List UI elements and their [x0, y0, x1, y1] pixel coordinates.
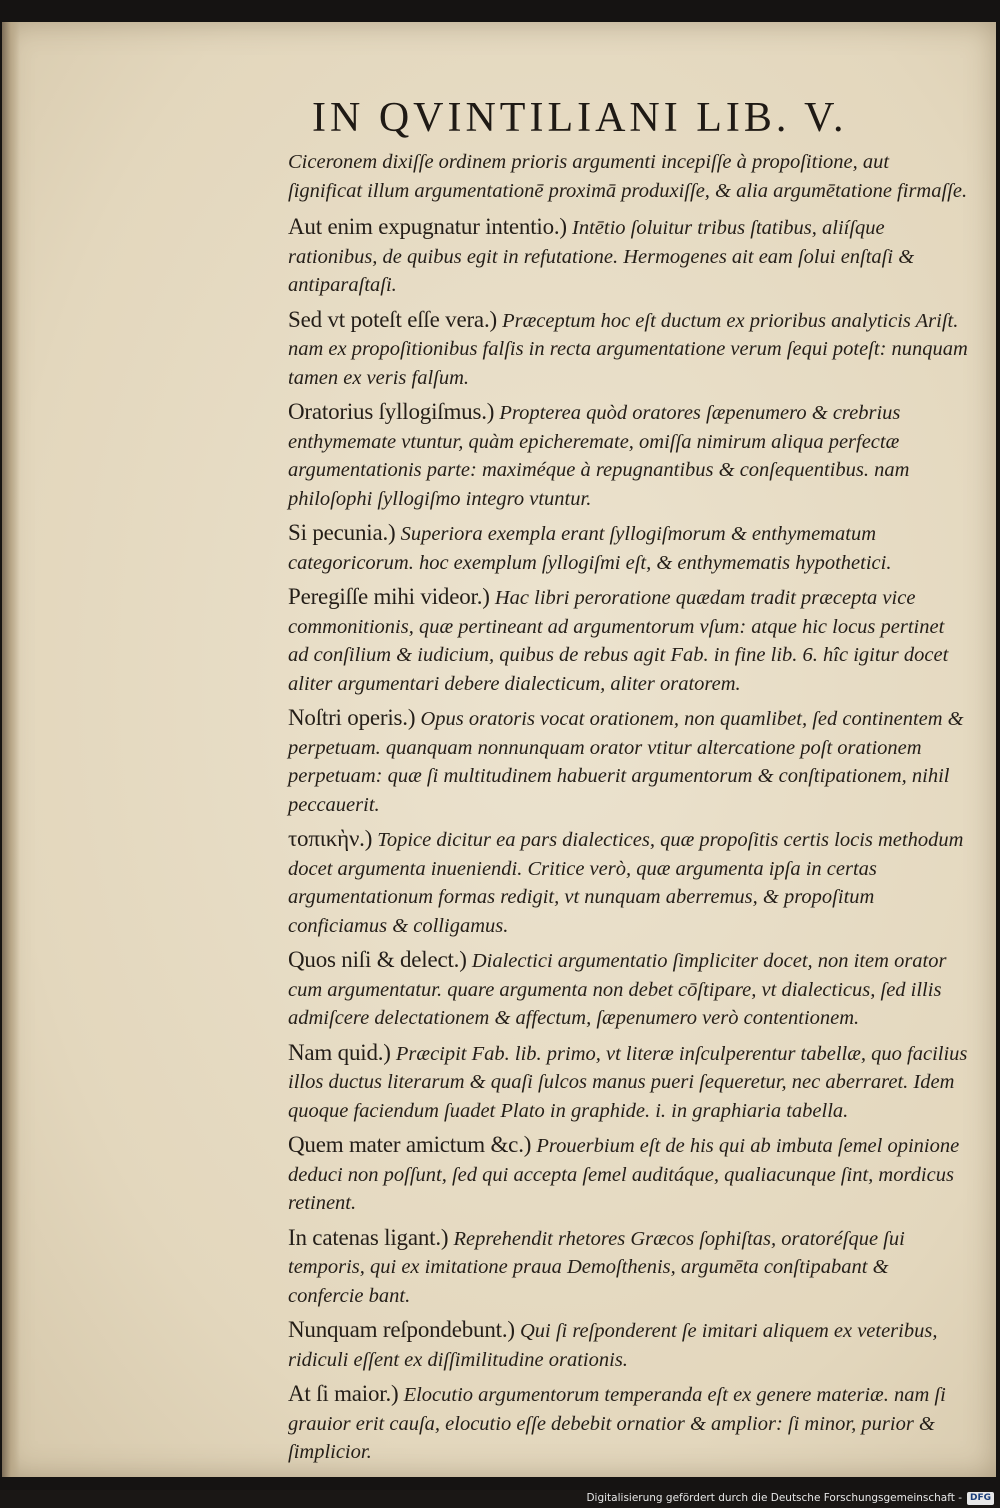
- entry-text: Superiora exempla erant ſyllogiſmorum & enthymematum categoricorum. hoc exemplum ſyllogiſmi eſt, & enthymematis hypothetici.: [288, 523, 892, 574]
- entry-9: [288, 1039, 968, 1126]
- dfg-logo: DFG: [967, 1492, 994, 1505]
- entry-5: [288, 583, 968, 698]
- entry-lemma: Sed vt poteſt eſſe vera.): [288, 306, 497, 332]
- entry-lemma: Si pecunia.): [288, 520, 396, 545]
- entry-text: Dialectici argumentatio ſimpliciter docet, non item orator cum argumentatur. quare argumenta non debet cōſtipare, vt dialecticus, ſed illis admiſcere delectationem & affectum, ſæpenumero verò contentionem.: [288, 950, 947, 1029]
- entry-7: [288, 825, 968, 940]
- entry-11: [288, 1224, 968, 1311]
- entry-lemma: τοπικὴν.): [288, 826, 373, 851]
- entry-3: [288, 398, 968, 513]
- entry-lemma: Peregiſſe mihi videor.): [288, 584, 490, 609]
- book-page: [2, 22, 996, 1477]
- entry-text: Intētio ſoluitur tribus ſtatibus, aliíſque rationibus, de quibus egit in refutatione. Hermogenes ait eam ſolui enſtaſi & antiparaſtaſi.: [288, 217, 915, 296]
- entry-1: [288, 213, 968, 300]
- entry-text: Elocutio argumentorum temperanda eſt ex genere materiæ. nam ſi grauior erit cauſa, elocutio eſſe debebit ornatior & amplior: ſi minor, purior & ſimplicior.: [288, 1384, 946, 1463]
- entry-lemma: Quem mater amictum &c.): [288, 1132, 532, 1157]
- entry-text: Præceptum hoc eſt ductum ex prioribus analyticis Ariſt. nam ex propoſitionibus falſis in recta argumentatione verum ſequi poteſt: nunquam tamen ex veris falſum.: [288, 309, 968, 389]
- running-head: IN QVINTILIANI LIB. V.: [312, 95, 848, 141]
- entry-4: [288, 519, 968, 577]
- digitization-footer: [586, 1490, 994, 1506]
- entry-lemma: Noſtri operis.): [288, 705, 416, 730]
- entry-text: Prouerbium eſt de his qui ab imbuta ſemel opinione deduci non poſſunt, ſed qui accepta ſemel auditáque, qualiacunque ſint, mordicus retinent.: [288, 1135, 960, 1214]
- entry-lemma: At ſi maior.): [288, 1381, 399, 1406]
- entry-lemma: Quos niſi & delect.): [288, 947, 467, 972]
- entry-text: Præcipit Fab. lib. primo, vt literæ inſculperentur tabellæ, quo facilius illos ductus literarum & quaſi ſulcos manus pueri ſequeretur, nec aberraret. Idem quoque faciendum ſuadet Plato in graphide. i. in graphiaria tabella.: [288, 1042, 968, 1122]
- entry-text: Qui ſi reſponderent ſe imitari aliquem ex veteribus, ridiculi eſſent ex diſſimilitudine orationis.: [288, 1320, 938, 1371]
- entry-6: [288, 704, 968, 819]
- entry-lemma: In catenas ligant.): [288, 1224, 449, 1250]
- page-spine-shadow: [2, 22, 20, 1477]
- funding-credit: Digitalisierung gefördert durch die Deutsche Forschungsgemeinschaft -: [586, 1492, 962, 1504]
- entry-2: [288, 306, 968, 393]
- entry-text: Topice dicitur ea pars dialectices, quæ propoſitis certis locis methodum docet argumenta inueniendi. Critice verò, quæ argumenta ipſa in certas argumentationum formas redigit, vt nunquam aberremus, & propoſitum conficiamus & colligamus.: [288, 829, 964, 937]
- opening-lines: Ciceronem dixiſſe ordinem prioris argumenti incepiſſe à propoſitione, aut ſignificat illum argumentationē proximā produxiſſe, & alia argumētatione firmaſſe.: [288, 151, 968, 202]
- entry-lemma: Nunquam reſpondebunt.): [288, 1317, 515, 1342]
- entry-8: [288, 946, 968, 1033]
- entry-lemma: Nam quid.): [288, 1039, 391, 1065]
- entry-text: Hac libri peroratione quædam tradit præcepta vice commonitionis, quæ pertineant ad argumentorum vſum: atque hic locus pertinet ad conſilium & iudicium, quibus de rebus agit Fab. in fine lib. 6. hîc igitur docet aliter argumentari debere dialecticum, aliter oratorem.: [288, 587, 949, 695]
- entry-text: Reprehendit rhetores Græcos ſophiſtas, oratoréſque ſui temporis, qui ex imitatione praua Demoſthenis, argumēta conſtipabant & confercie bant.: [288, 1227, 905, 1307]
- entry-12: [288, 1316, 968, 1374]
- entry-13: [288, 1380, 968, 1467]
- entry-10: [288, 1131, 968, 1218]
- commentary-text: [288, 148, 968, 1473]
- entry-text: Propterea quòd oratores ſæpenumero & crebrius enthymemate vtuntur, quàm epicheremate, omiſſa nimirum aliqua perfectæ argumentationis parte: maximéque à repugnantibus & conſequentibus. nam philoſophi ſyllogiſmo integro vtuntur.: [288, 402, 910, 510]
- entry-lemma: Oratorius ſyllogiſmus.): [288, 399, 495, 424]
- entry-lemma: Aut enim expugnatur intentio.): [288, 214, 567, 239]
- entry-text: Opus oratoris vocat orationem, non quamlibet, ſed continentem & perpetuam. quanquam nonnunquam orator vtitur altercatione poſt orationem perpetuam: quæ ſi multitudinem habuerit argumentorum & conſtipationem, nihil peccauerit.: [288, 708, 964, 816]
